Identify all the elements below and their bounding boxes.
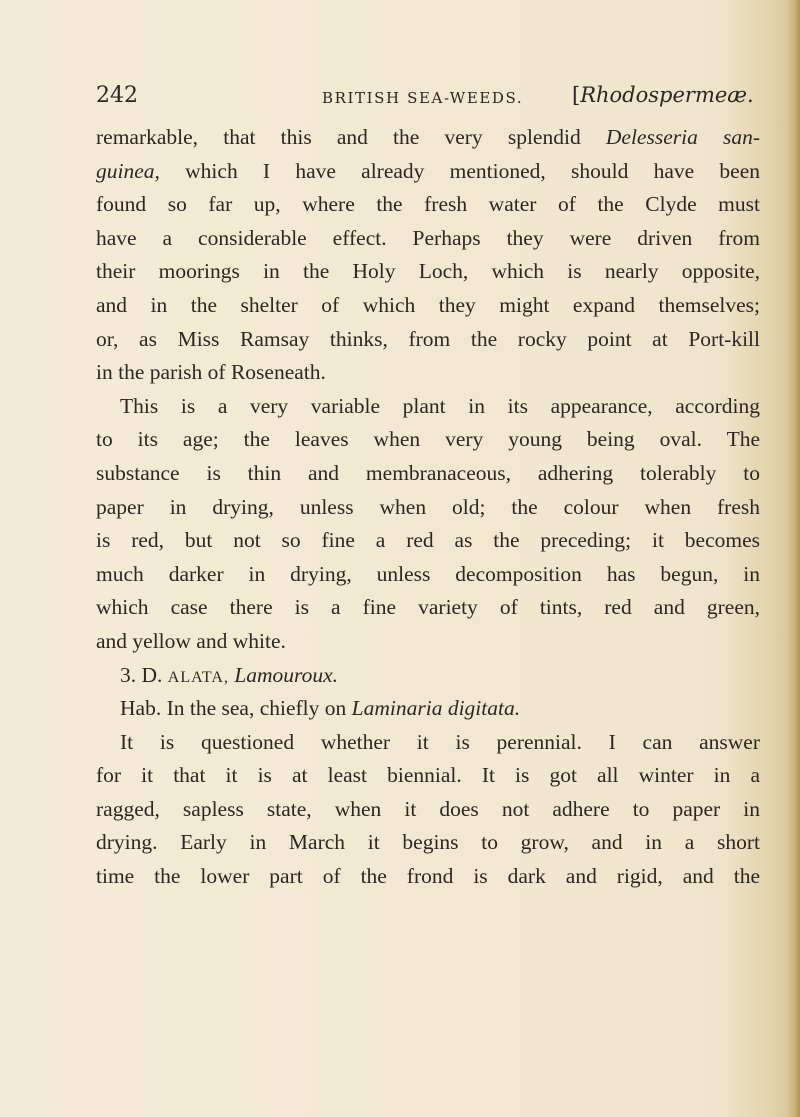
running-title: BRITISH SEA-WEEDS. [322, 89, 524, 107]
text-line: and yellow and white. [96, 628, 286, 653]
text-line: This is a very variable plant in its appearance, according [120, 393, 760, 418]
text-line: ragged, sapless state, when it does not adhere to paper in [96, 796, 760, 821]
text-line: paper in drying, unless when old; the colour when fresh [96, 494, 760, 519]
section-title [572, 83, 754, 107]
text-line: time the lower part of the frond is dark and rigid, and the [96, 864, 760, 889]
section-name: Rhodospermeæ. [580, 83, 754, 107]
text-line: drying. Early in March it begins to grow, and in a short [96, 830, 760, 855]
text-line: much darker in drying, unless decomposition has begun, in [96, 561, 760, 586]
text-line: or, as Miss Ramsay thinks, from the rocky point at Port-kill [96, 326, 760, 351]
text-line: in the parish of Roseneath. [96, 360, 326, 385]
text-line: It is questioned whether it is perennial. I can answer [120, 729, 760, 754]
text-line: their moorings in the Holy Loch, which is nearly opposite, [96, 259, 760, 284]
text-line: and in the shelter of which they might expand themselves; [96, 292, 760, 317]
page-edge-shadow [786, 0, 800, 1117]
habitat-line: Hab. In the sea, chiefly on Laminaria digitata. [120, 696, 521, 721]
text-line: is red, but not so fine a red as the preceding; it becomes [96, 528, 760, 553]
body-text [96, 121, 760, 894]
text-line: have a considerable effect. Perhaps they were driven from [96, 225, 760, 250]
text-line: substance is thin and membranaceous, adhering tolerably to [96, 460, 760, 485]
page-number: 242 [96, 83, 138, 108]
text-line: for it that it is at least biennial. It is got all winter in a [96, 763, 760, 788]
text-line: which case there is a fine variety of tints, red and green, [96, 595, 760, 620]
text-line: found so far up, where the fresh water of the Clyde must [96, 192, 760, 217]
text-line: guinea, which I have already mentioned, should have been [96, 158, 761, 183]
running-header [96, 83, 760, 117]
species-heading: 3. D. ALATA, Lamouroux. [120, 662, 339, 687]
section-bracket: [ [572, 83, 581, 107]
text-line: remarkable, that this and the very splendid Delesseria san- [96, 125, 761, 149]
text-line: to its age; the leaves when very young being oval. The [96, 427, 760, 452]
